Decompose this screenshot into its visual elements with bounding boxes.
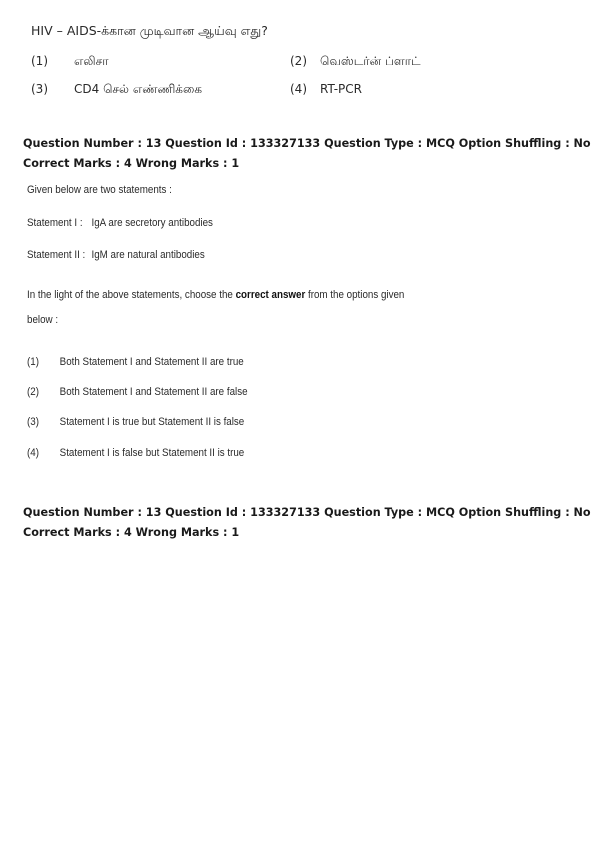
- option-number: (1): [27, 356, 39, 368]
- marks-line: Correct Marks : 4 Wrong Marks : 1: [23, 526, 240, 539]
- option-text: RT-PCR: [320, 82, 362, 96]
- option-number: (2): [290, 54, 307, 68]
- statement-2: [27, 249, 205, 261]
- question-meta-line: Question Number : 13 Question Id : 133327133 Question Type : MCQ Option Shuffling : No: [23, 137, 591, 150]
- marks-line: Correct Marks : 4 Wrong Marks : 1: [23, 157, 240, 170]
- option-number: (2): [27, 386, 39, 398]
- prev-question-options: [31, 54, 561, 110]
- question-meta-block: [23, 134, 591, 174]
- option-number: (1): [31, 54, 48, 68]
- answer-option: [27, 447, 244, 459]
- statement-1: [27, 217, 213, 229]
- option-text: எலிசா: [74, 54, 109, 68]
- option-text: Statement I is false but Statement II is true: [59, 447, 245, 459]
- statement-text: IgM are natural antibodies: [91, 249, 205, 261]
- prev-question-text: HIV – AIDS-க்கான முடிவான ஆய்வு எது?: [31, 23, 268, 38]
- option-number: (4): [27, 447, 39, 459]
- answer-option: [27, 356, 244, 368]
- answer-option: [27, 386, 248, 398]
- instruction-line: below :: [27, 314, 59, 326]
- option-text: CD4 செல் எண்ணிக்கை: [74, 82, 203, 96]
- instruction-text: In the light of the above statements, choose the: [27, 289, 236, 301]
- question-intro: Given below are two statements :: [27, 184, 172, 196]
- instruction-emphasis: correct answer: [235, 289, 306, 301]
- question-meta-block: [23, 503, 591, 543]
- option-text: Both Statement I and Statement II are false: [59, 386, 248, 398]
- option-number: (3): [27, 416, 39, 428]
- option-number: (3): [31, 82, 48, 96]
- question-meta-line: Question Number : 13 Question Id : 133327133 Question Type : MCQ Option Shuffling : No: [23, 506, 591, 519]
- option-number: (4): [290, 82, 307, 96]
- statement-text: IgA are secretory antibodies: [91, 217, 213, 229]
- option-text: வெஸ்டர்ன் ப்ளாட்: [320, 54, 421, 68]
- option-text: Both Statement I and Statement II are true: [59, 356, 244, 368]
- instruction-text: from the options given: [305, 289, 405, 301]
- option-row: [31, 54, 561, 82]
- statement-label: Statement II :: [27, 249, 86, 261]
- option-row: [31, 82, 561, 110]
- option-text: Statement I is true but Statement II is false: [59, 416, 245, 428]
- statement-label: Statement I :: [27, 217, 83, 229]
- instruction-line: [27, 289, 404, 301]
- answer-option: [27, 416, 244, 428]
